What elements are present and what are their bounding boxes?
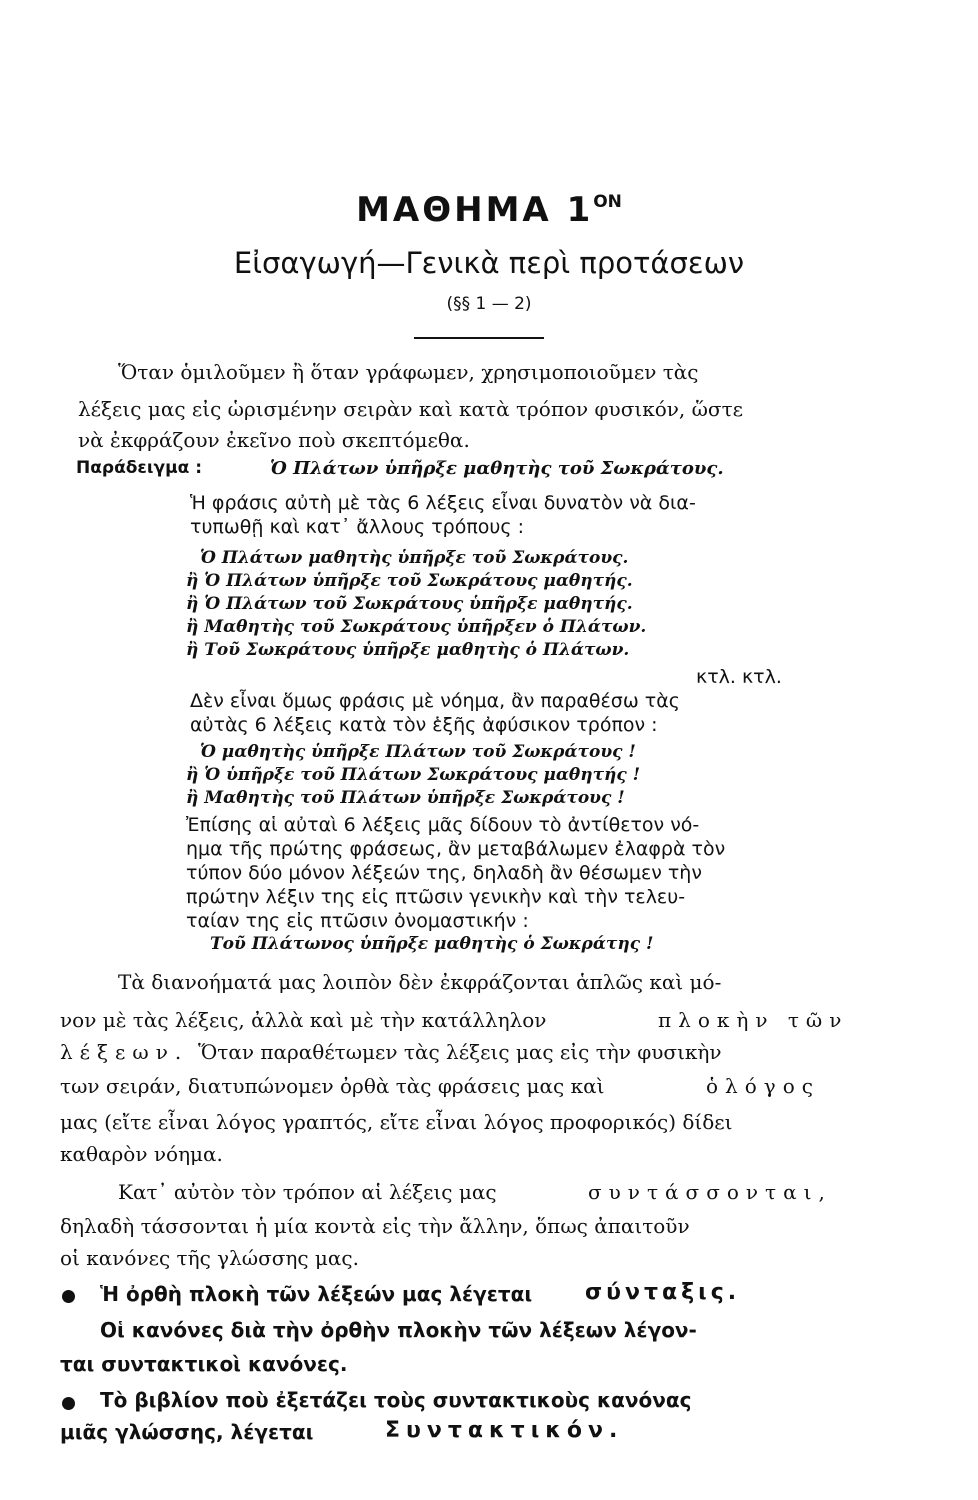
example-sentence: Ὁ Πλάτων ὑπῆρξε μαθητὴς τοῦ Σωκράτους. <box>270 458 724 479</box>
opposite-intro-line: ημα τῆς πρώτης φράσεως, ἂν μεταβάλωμεν ἐλαφρὰ τὸν <box>186 838 726 860</box>
bullet-icon <box>62 1397 75 1410</box>
nonsense-intro-line: Δὲν εἶναι ὅμως φράσις μὲ νόημα, ἂν παραθέσω τὰς <box>190 690 680 712</box>
intro-line: Ὅταν ὁμιλοῦμεν ἢ ὅταν γράφωμεν, χρησιμοποιοῦμεν τὰς <box>118 360 699 384</box>
rule1-term: σύνταξις. <box>585 1280 741 1305</box>
para3-spaced-term: συντάσσονται, <box>588 1180 832 1204</box>
rule3-term: Συντακτικόν. <box>385 1418 624 1443</box>
opposite-sentence: Τοῦ Πλάτωνος ὑπῆρξε μαθητὴς ὁ Σωκράτης ! <box>210 934 654 954</box>
para3-line: οἱ κανόνες τῆς γλώσσης μας. <box>60 1246 359 1270</box>
para2-line: Τὰ διανοήματά μας λοιπὸν δὲν ἐκφράζονται ἁπλῶς καὶ μό- <box>118 970 722 994</box>
lesson-title-sup: ΟΝ <box>593 192 622 212</box>
para3-line: δηλαδὴ τάσσονται ἡ μία κοντὰ εἰς τὴν ἄλλην, ὅπως ἀπαιτοῦν <box>60 1214 690 1238</box>
bullet-icon <box>62 1290 75 1303</box>
para2-line: Ὅταν παραθέτωμεν τὰς λέξεις μας εἰς τὴν φυσικὴν <box>198 1040 722 1064</box>
opposite-intro-line: πρώτην λέξιν της εἰς πτῶσιν γενικὴν καὶ τὴν τελευ- <box>186 886 686 908</box>
variant-sentence: ἢ Ὁ Πλάτων ὑπῆρξε τοῦ Σωκράτους μαθητής. <box>186 571 633 591</box>
rule2-line: ται συντακτικοὶ κανόνες. <box>60 1352 348 1376</box>
para2-line: καθαρὸν νόημα. <box>60 1142 223 1166</box>
opposite-intro-line: τύπον δύο μόνον λέξεών της, δηλαδὴ ἂν θέσωμεν τὴν <box>186 862 702 884</box>
para2-line: των σειράν, διατυπώνομεν ὀρθὰ τὰς φράσεις μας καὶ <box>60 1074 605 1098</box>
nonsense-sentence: ἢ Μαθητὴς τοῦ Πλάτων ὑπῆρξε Σωκράτους ! <box>186 788 625 808</box>
title-divider <box>414 337 544 339</box>
nonsense-sentence: ἢ Ὁ ὑπῆρξε τοῦ Πλάτων Σωκράτους μαθητής ! <box>186 765 641 785</box>
variants-intro-line: Ἡ φράσις αὐτὴ μὲ τὰς 6 λέξεις εἶναι δυνατὸν νὰ δια- <box>190 492 696 514</box>
rule1-text: Ἡ ὀρθὴ πλοκὴ τῶν λέξεών μας λέγεται <box>100 1282 533 1306</box>
lesson-subtitle: Εἰσαγωγή—Γενικὰ περὶ προτάσεων <box>233 246 745 280</box>
nonsense-intro-line: αὐτὰς 6 λέξεις κατὰ τὸν ἑξῆς ἀφύσικον τρόπον : <box>190 714 658 736</box>
opposite-intro-line: Ἐπίσης αἱ αὐταὶ 6 λέξεις μᾶς δίδουν τὸ ἀντίθετον νό- <box>186 814 700 836</box>
variant-sentence: ἢ Τοῦ Σωκράτους ὑπῆρξε μαθητὴς ὁ Πλάτων. <box>186 640 630 660</box>
para2-spaced-term: λέξεων. <box>60 1040 189 1064</box>
variant-sentence: Ὁ Πλάτων μαθητὴς ὑπῆρξε τοῦ Σωκράτους. <box>200 548 629 568</box>
variant-sentence: ἢ Μαθητὴς τοῦ Σωκράτους ὑπῆρξεν ὁ Πλάτων. <box>186 617 647 637</box>
para2-line: μας (εἴτε εἶναι λόγος γραπτός, εἴτε εἶναι λόγος προφορικός) δίδει <box>60 1110 733 1134</box>
rule2-line: Οἱ κανόνες διὰ τὴν ὀρθὴν πλοκὴν τῶν λέξεων λέγον- <box>100 1318 697 1342</box>
example-label: Παράδειγμα : <box>76 458 203 478</box>
rule3-line: μιᾶς γλώσσης, λέγεται <box>60 1420 314 1444</box>
para3-line: Κατ᾿ αὐτὸν τὸν τρόπον αἱ λέξεις μας <box>118 1180 497 1204</box>
section-reference: (§§ 1 — 2) <box>446 294 532 314</box>
lesson-title <box>0 190 978 230</box>
para2-spaced-term: ὁλόγος <box>706 1074 820 1098</box>
intro-line: λέξεις μας εἰς ὡρισμένην σειρὰν καὶ κατὰ τρόπον φυσικόν, ὥστε <box>78 397 744 421</box>
para2-line: νον μὲ τὰς λέξεις, ἀλλὰ καὶ μὲ τὴν κατάλληλον <box>60 1008 547 1032</box>
variants-intro-line: τυπωθῇ καὶ κατ᾿ ἄλλους τρόπους : <box>190 516 524 538</box>
lesson-title-text: ΜΑΘΗΜΑ 1 <box>356 190 594 230</box>
para2-spaced-term: πλοκὴν τῶν <box>658 1008 849 1032</box>
intro-line: νὰ ἐκφράζουν ἐκεῖνο ποὺ σκεπτόμεθα. <box>78 428 470 452</box>
rule3-line: Τὸ βιβλίον ποὺ ἐξετάζει τοὺς συντακτικοὺς κανόνας <box>100 1388 692 1412</box>
etc-text: κτλ. κτλ. <box>696 666 782 688</box>
opposite-intro-line: ταίαν της εἰς πτῶσιν ὀνομαστικήν : <box>186 910 529 932</box>
nonsense-sentence: Ὁ μαθητὴς ὑπῆρξε Πλάτων τοῦ Σωκράτους ! <box>200 742 636 762</box>
variant-sentence: ἢ Ὁ Πλάτων τοῦ Σωκράτους ὑπῆρξε μαθητής. <box>186 594 633 614</box>
